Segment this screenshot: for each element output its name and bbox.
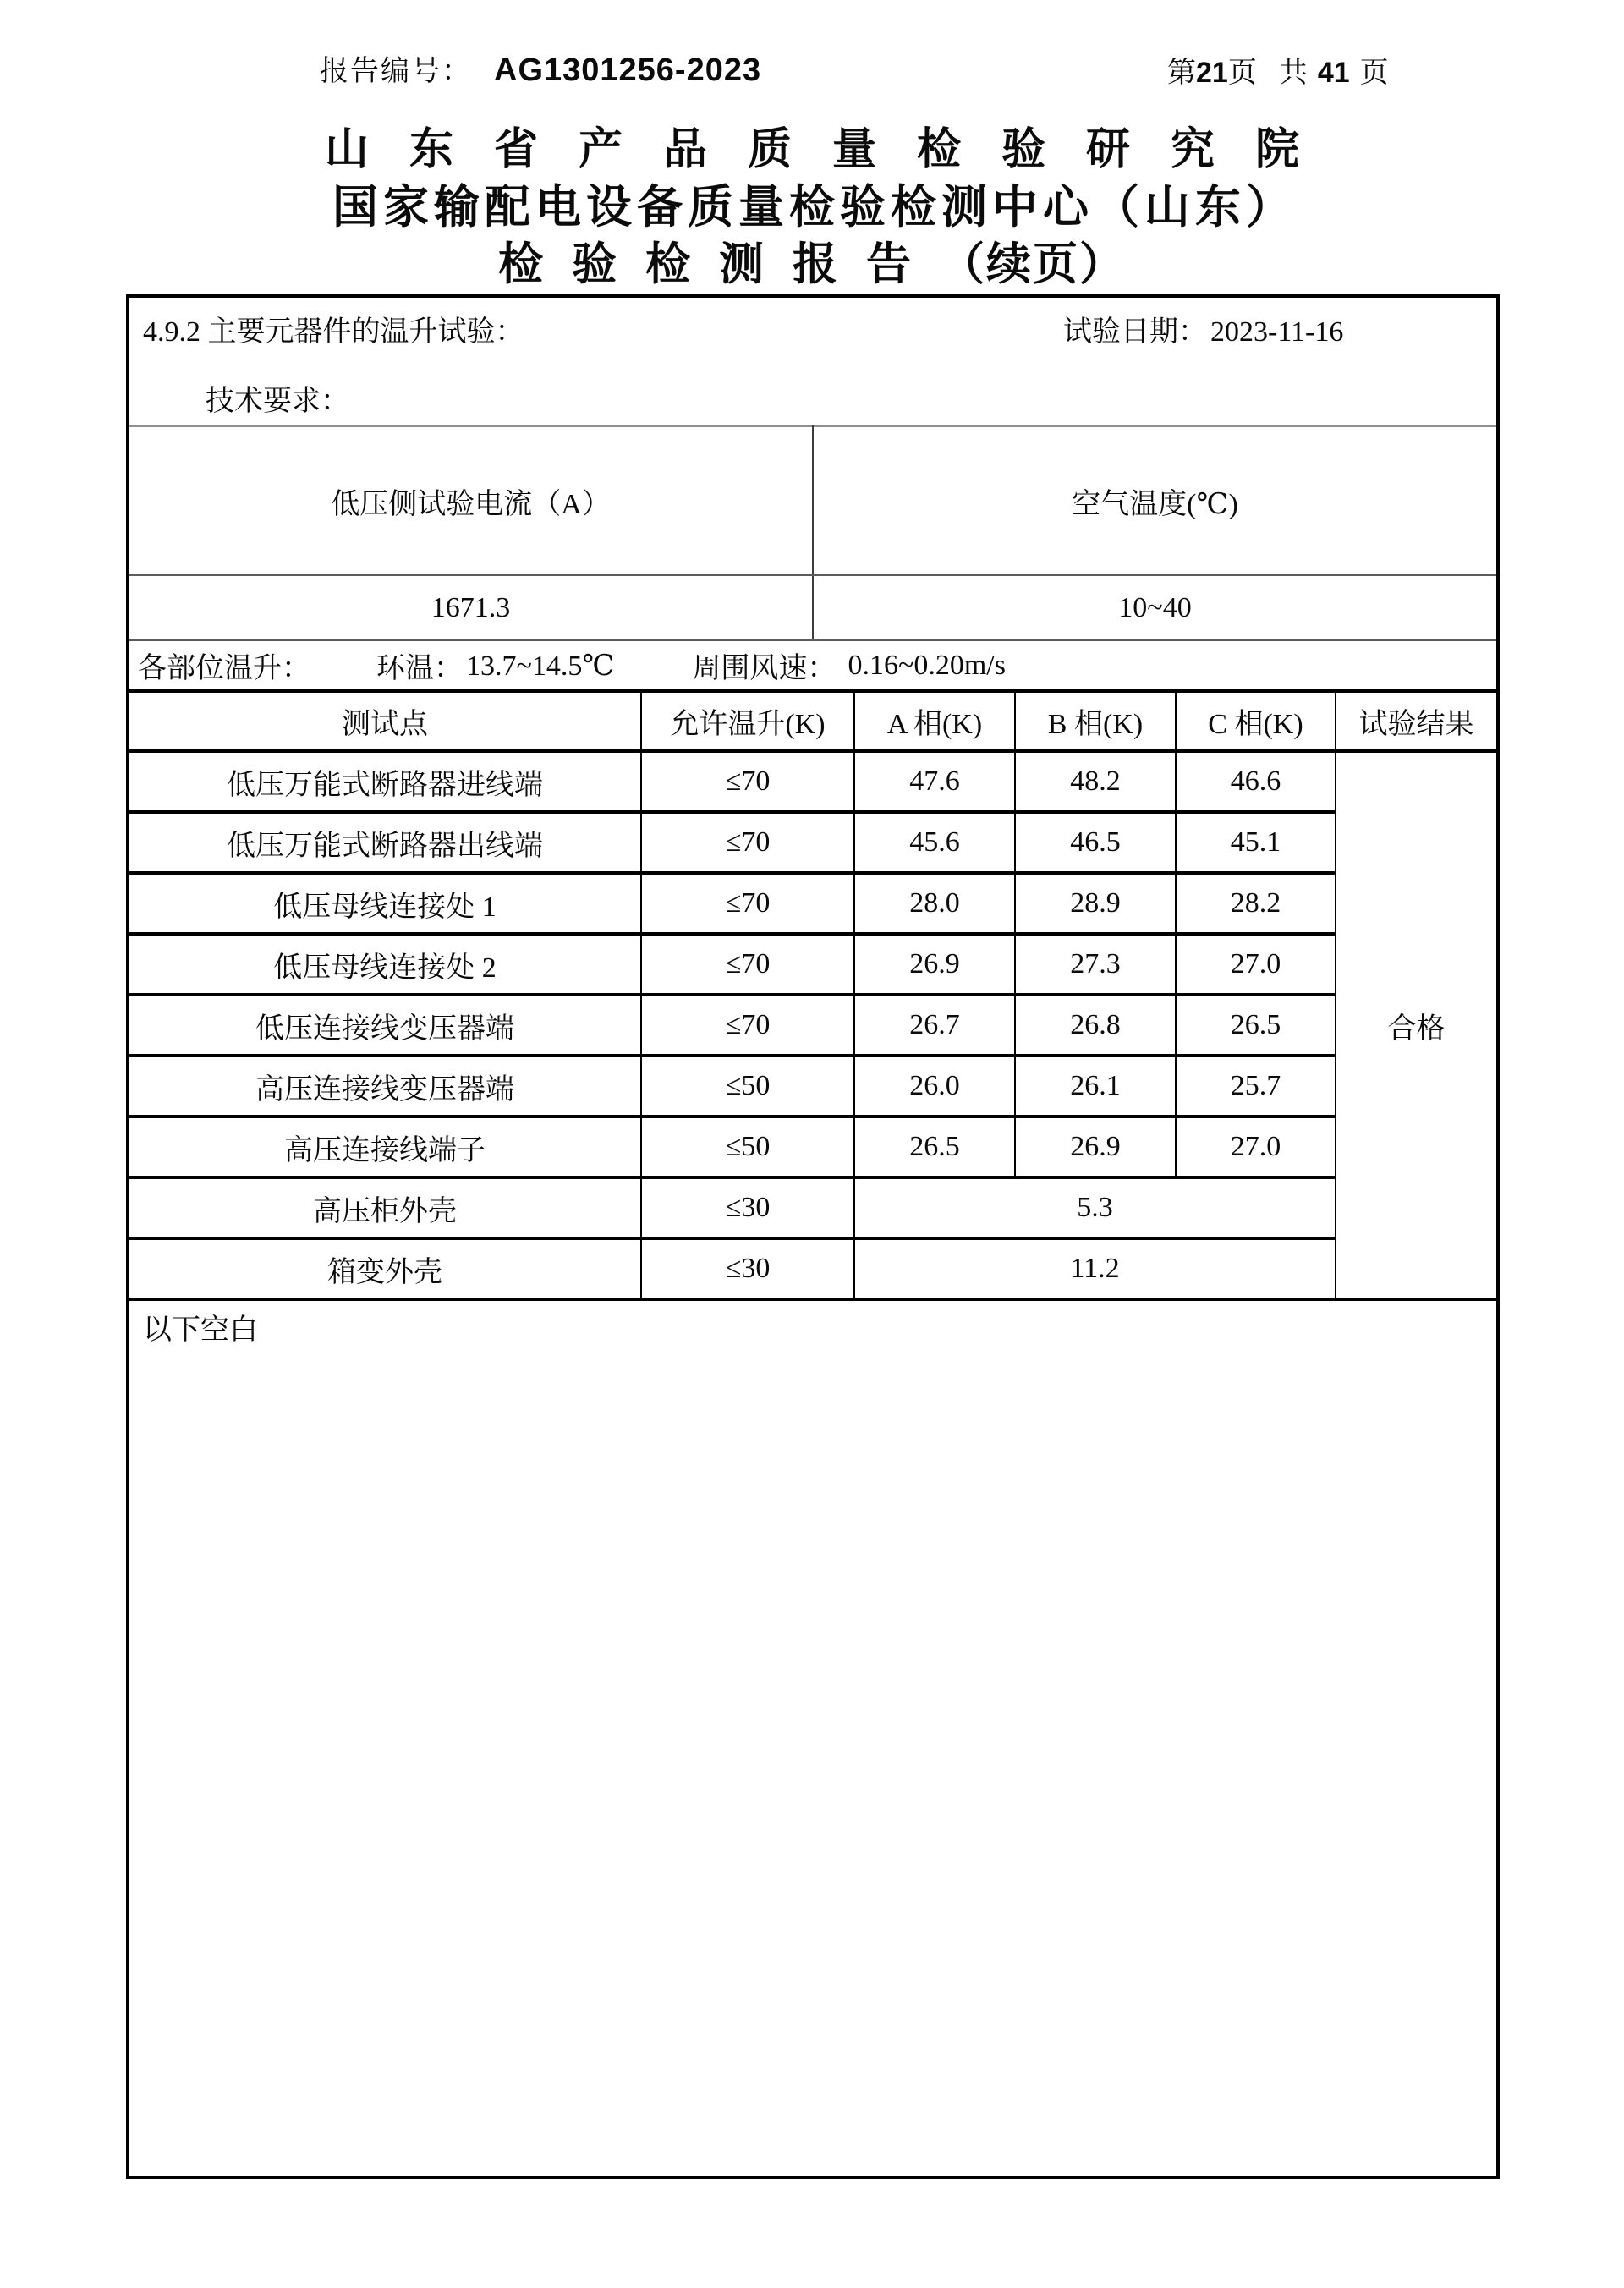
table-row [129, 934, 1496, 995]
total-pages-number: 41 [1317, 57, 1350, 89]
phase-c-cell: 45.1 [1176, 812, 1336, 873]
limit-cell: ≤30 [641, 1238, 854, 1299]
test-point-cell: 低压万能式断路器出线端 [129, 812, 641, 873]
page-number-suffix: 页 [1227, 58, 1257, 89]
table-row [129, 995, 1496, 1056]
test-point-cell: 高压连接线变压器端 [129, 1056, 641, 1117]
phase-c-cell: 25.7 [1176, 1056, 1336, 1117]
test-point-cell: 箱变外壳 [129, 1238, 641, 1299]
phase-a-cell: 26.0 [854, 1056, 1015, 1117]
phase-b-cell: 28.9 [1015, 873, 1176, 934]
limit-cell: ≤70 [641, 873, 854, 934]
current-page-number: 21 [1196, 57, 1228, 89]
limit-cell: ≤50 [641, 1056, 854, 1117]
col-header-phase-a: A 相(K) [854, 691, 1015, 751]
wind-speed-label: 周围风速： [692, 653, 837, 684]
limit-cell: ≤70 [641, 812, 854, 873]
limit-cell: ≤70 [641, 934, 854, 995]
total-pages-suffix: 页 [1359, 58, 1389, 89]
test-point-cell: 低压母线连接处 1 [129, 873, 641, 934]
page-number-prefix: 第 [1167, 58, 1196, 89]
air-temperature-value: 10~40 [813, 575, 1496, 640]
test-point-cell: 低压万能式断路器进线端 [129, 751, 641, 812]
phase-c-cell: 27.0 [1176, 1117, 1336, 1177]
report-title-main: 检验检测报告 [498, 240, 940, 289]
air-temperature-header: 空气温度(℃) [813, 426, 1496, 575]
report-number-label: 报告编号： [320, 55, 472, 87]
report-number-value: AG1301256-2023 [494, 52, 762, 88]
temperature-rise-table [129, 689, 1496, 1301]
conditions-header-row [129, 426, 1496, 575]
ambient-temp-label: 环温： [376, 653, 463, 684]
table-row [129, 1117, 1496, 1177]
limit-cell: ≤70 [641, 751, 854, 812]
technical-requirements-label: 技术要求： [206, 386, 349, 417]
ambient-temp-value: 13.7~14.5℃ [466, 650, 615, 682]
ambient-conditions-line [129, 641, 1496, 689]
section-heading: 4.9.2 主要元器件的温升试验： [143, 316, 524, 348]
phase-a-cell: 26.7 [854, 995, 1015, 1056]
report-title [0, 228, 1624, 293]
col-header-phase-b: B 相(K) [1015, 691, 1176, 751]
test-point-cell: 高压柜外壳 [129, 1177, 641, 1238]
col-header-allowed-rise: 允许温升(K) [641, 691, 854, 751]
lv-test-current-header: 低压侧试验电流（A） [129, 426, 813, 575]
lv-test-current-value: 1671.3 [129, 575, 813, 640]
phase-b-cell: 46.5 [1015, 812, 1176, 873]
phase-b-cell: 27.3 [1015, 934, 1176, 995]
phase-c-cell: 28.2 [1176, 873, 1336, 934]
table-row [129, 751, 1496, 812]
table-row [129, 873, 1496, 934]
phase-c-cell: 26.5 [1176, 995, 1336, 1056]
table-row [129, 1238, 1496, 1299]
phase-b-cell: 26.1 [1015, 1056, 1176, 1117]
conditions-value-row [129, 575, 1496, 640]
phase-b-cell: 26.9 [1015, 1117, 1176, 1177]
limit-cell: ≤50 [641, 1117, 854, 1177]
institution-title: 山东省产品质量检验研究院 [324, 126, 1340, 174]
result-cell: 合格 [1336, 751, 1496, 1299]
col-header-result: 试验结果 [1336, 691, 1496, 751]
report-title-continued: （续页） [940, 240, 1126, 289]
phase-b-cell: 26.8 [1015, 995, 1176, 1056]
wind-speed-value: 0.16~0.20m/s [848, 649, 1006, 681]
phase-a-cell: 47.6 [854, 751, 1015, 812]
total-pages-prefix: 共 [1278, 58, 1308, 89]
report-number [320, 47, 761, 89]
table-row [129, 1056, 1496, 1117]
test-date-value: 2023-11-16 [1210, 316, 1344, 348]
test-point-cell: 低压连接线变压器端 [129, 995, 641, 1056]
limit-cell: ≤70 [641, 995, 854, 1056]
merged-value-cell: 11.2 [854, 1238, 1336, 1299]
page-number [1167, 49, 1389, 91]
col-header-phase-c: C 相(K) [1176, 691, 1336, 751]
phase-c-cell: 27.0 [1176, 934, 1336, 995]
phase-a-cell: 45.6 [854, 812, 1015, 873]
blank-below-note: 以下空白 [143, 1314, 258, 1346]
report-body-frame [126, 294, 1500, 2179]
test-date-label: 试验日期： [1063, 316, 1207, 348]
phase-a-cell: 26.5 [854, 1117, 1015, 1177]
col-header-test-point: 测试点 [129, 691, 641, 751]
merged-value-cell: 5.3 [854, 1177, 1336, 1238]
table-row [129, 1177, 1496, 1238]
test-point-cell: 低压母线连接处 2 [129, 934, 641, 995]
center-title: 国家输配电设备质量检验检测中心（山东） [332, 182, 1297, 233]
table-row [129, 812, 1496, 873]
phase-c-cell: 46.6 [1176, 751, 1336, 812]
rise-table-header-row [129, 691, 1496, 751]
rise-section-label: 各部位温升： [138, 653, 310, 684]
phase-b-cell: 48.2 [1015, 751, 1176, 812]
phase-a-cell: 26.9 [854, 934, 1015, 995]
test-date [1063, 308, 1343, 349]
phase-a-cell: 28.0 [854, 873, 1015, 934]
conditions-table [129, 425, 1496, 641]
limit-cell: ≤30 [641, 1177, 854, 1238]
test-point-cell: 高压连接线端子 [129, 1117, 641, 1177]
